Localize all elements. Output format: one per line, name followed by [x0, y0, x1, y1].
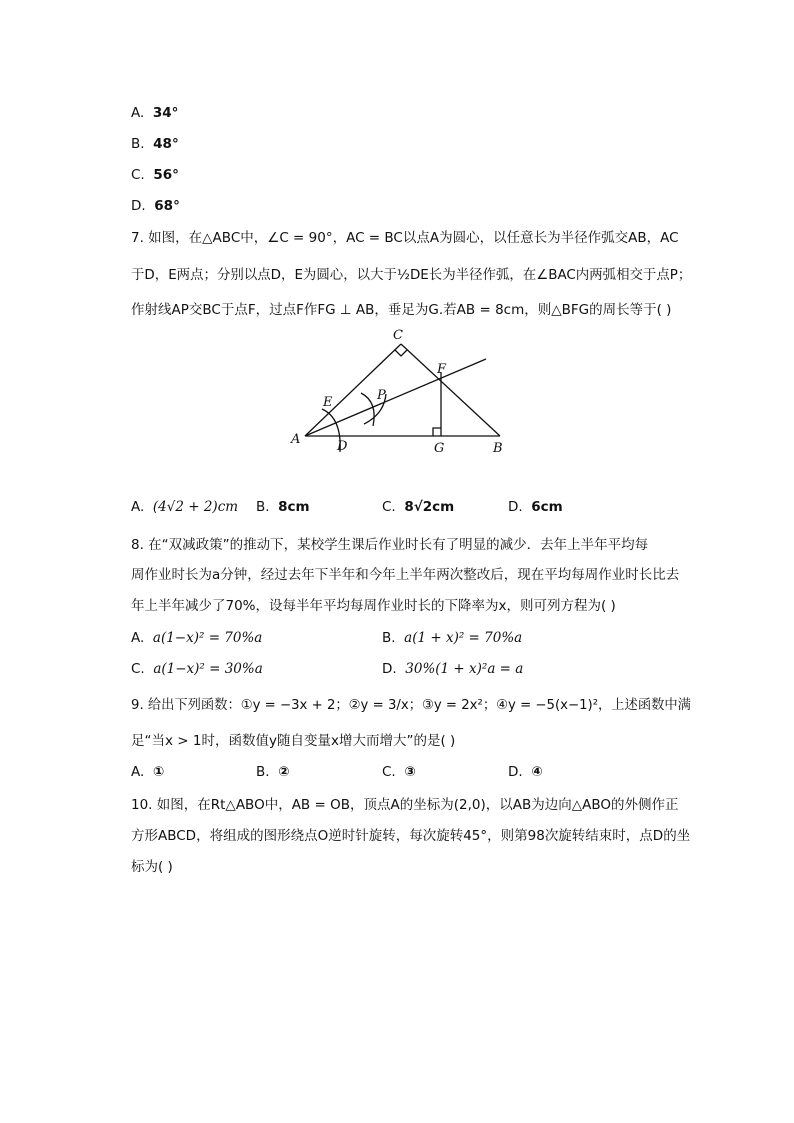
q7-option-b: B. 8cm	[256, 499, 310, 515]
q7-option-a: A. (4√2 + 2)cm	[131, 499, 239, 515]
label-e: E	[323, 395, 333, 410]
q8-stem-line-2: 周作业时长为a分钟，经过去年下半年和今年上半年两次整改后，现在平均每周作业时长比去	[131, 567, 680, 583]
right-angle-g	[433, 428, 441, 436]
arc-p-1	[361, 393, 374, 426]
label-a: A	[291, 432, 301, 447]
label-c: C	[393, 328, 403, 343]
segment-ac	[305, 344, 401, 436]
q8-option-a: A. a(1−x)² = 70%a	[131, 630, 263, 646]
segment-cb	[401, 344, 500, 436]
right-angle-c	[395, 350, 407, 356]
q9-stem-line-1: 9. 给出下列函数：①y = −3x + 2；②y = 3/x；③y = 2x²；④y = −5(x−1)²，上述函数中满	[131, 697, 691, 713]
q8-stem-line-1: 8. 在“双减政策”的推动下，某校学生课后作业时长有了明显的减少．去年上半年平均每	[131, 537, 649, 553]
q6-option-b: B. 48°	[131, 136, 179, 152]
label-f: F	[437, 362, 447, 377]
ray-ap	[305, 359, 486, 436]
q7-stem-line-2: 于D，E两点；分别以点D，E为圆心，以大于½DE长为半径作弧，在∠BAC内两弧相交于点P；	[131, 267, 692, 283]
q9-option-c: C. ③	[382, 764, 416, 780]
label-p: P	[377, 388, 386, 403]
arc-p-2	[364, 394, 386, 424]
q6-option-c: C. 56°	[131, 167, 179, 183]
q8-option-c: C. a(1−x)² = 30%a	[131, 661, 263, 677]
q9-stem-line-2: 足“当x > 1时，函数值y随自变量x增大而增大”的是( )	[131, 733, 456, 749]
q6-option-a: A. 34°	[131, 105, 179, 121]
q6-option-d: D. 68°	[131, 198, 180, 214]
q10-stem-line-1: 10. 如图，在Rt△ABO中，AB = OB，顶点A的坐标为(2,0)，以AB为边向△ABO的外侧作正	[131, 797, 679, 813]
q7-option-d: D. 6cm	[508, 499, 563, 515]
q9-option-d: D. ④	[508, 764, 543, 780]
q9-option-b: B. ②	[256, 764, 290, 780]
q8-option-b: B. a(1 + x)² = 70%a	[382, 630, 523, 646]
label-d: D	[337, 439, 348, 454]
q10-stem-line-2: 方形ABCD，将组成的图形绕点O逆时针旋转，每次旋转45°，则第98次旋转结束时，点D的坐	[131, 828, 691, 844]
q8-option-d: D. 30%(1 + x)²a = a	[382, 661, 524, 677]
arc-de	[322, 409, 340, 452]
q9-option-a: A. ①	[131, 764, 165, 780]
q7-stem-line-1: 7. 如图，在△ABC中，∠C = 90°，AC = BC以点A为圆心，以任意长为半径作弧交AB，AC	[131, 230, 679, 246]
q7-stem-line-3: 作射线AP交BC于点F，过点F作FG ⊥ AB，垂足为G.若AB = 8cm，则△BFG的周长等于( )	[131, 302, 672, 318]
label-g: G	[434, 441, 445, 456]
q7-option-c: C. 8√2cm	[382, 499, 455, 515]
q10-stem-line-3: 标为( )	[131, 859, 173, 875]
q8-stem-line-3: 年上半年减少了70%，设每半年平均每周作业时长的下降率为x，则可列方程为( )	[131, 598, 616, 614]
label-b: B	[493, 441, 503, 456]
